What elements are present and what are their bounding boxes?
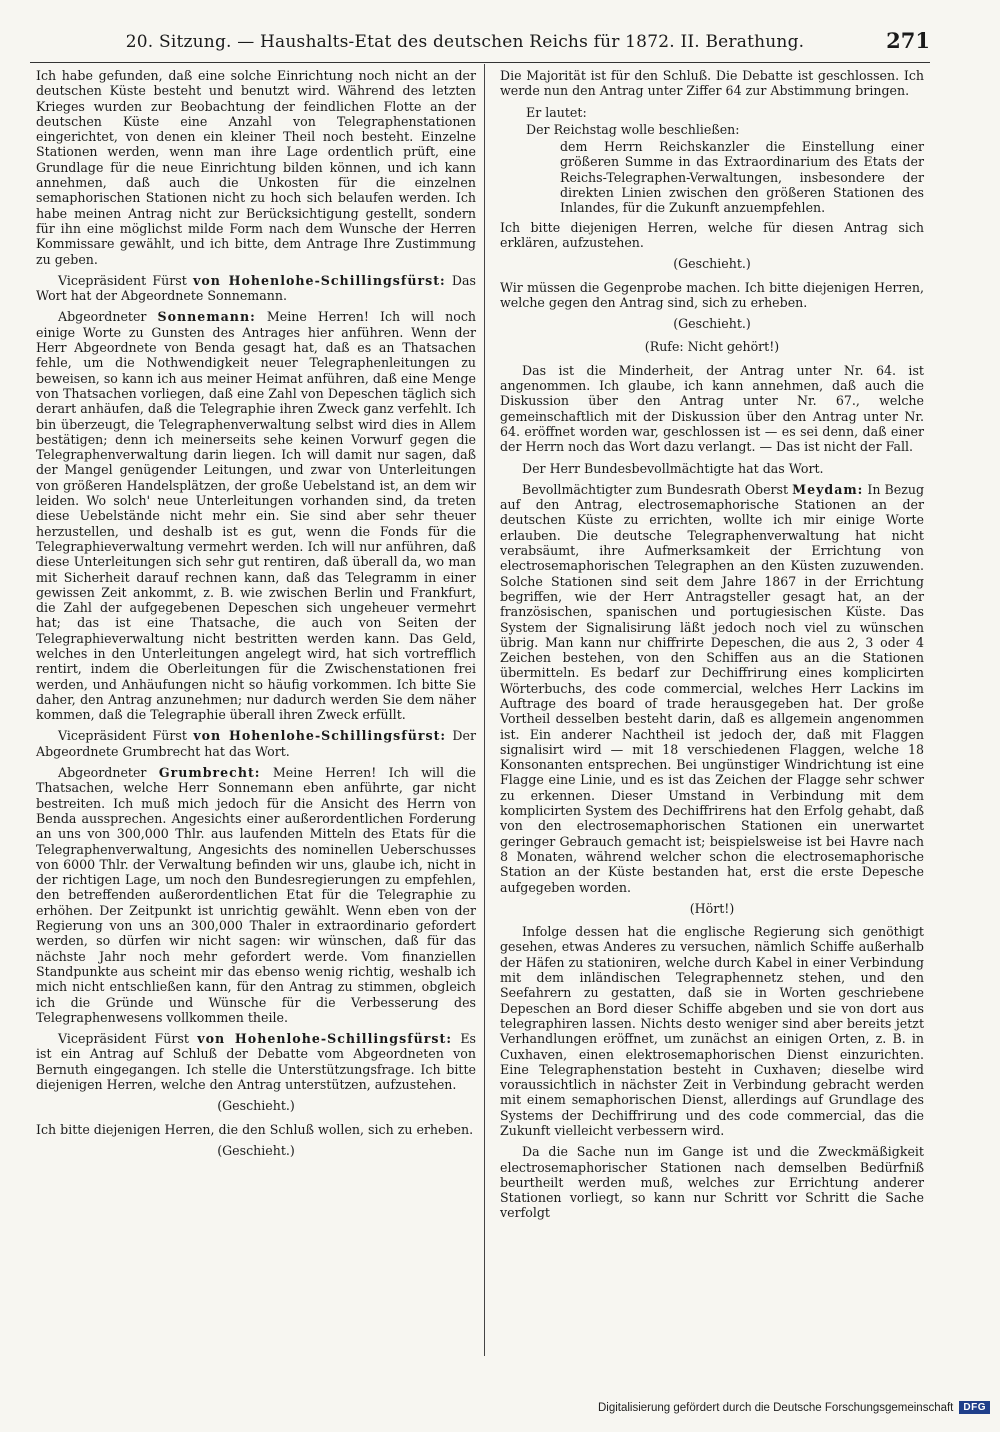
header-rule (30, 62, 930, 63)
speaker-name: von Hohenlohe-Schillingsfürst: (197, 1031, 452, 1047)
speech-paragraph (36, 765, 476, 1025)
column-divider (484, 64, 485, 1356)
speech-text: Der Abgeordnete Grumbrecht hat das Wort. (36, 728, 476, 759)
paragraph: Da die Sache nun im Gange ist und die Zweckmäßigkeit electrosemaphorischer Stationen nach demselben Bedürfniß beurtheilt werden muß, welches zur Errichtung anderer Stationen vorliegt, so kann nur Schritt vor Schritt die Sache verfolgt (500, 1144, 924, 1221)
left-column (36, 68, 476, 1166)
page-header (60, 28, 930, 58)
speaker-role: Vicepräsident Fürst (58, 728, 194, 744)
speech-paragraph (36, 273, 476, 304)
running-title: 20. Sitzung. — Haushalts-Etat des deutschen Reichs für 1872. II. Berathung. (125, 32, 805, 52)
credit-text: Digitalisierung gefördert durch die Deutsche Forschungsgemeinschaft (597, 1401, 954, 1414)
stage-direction: (Geschieht.) (673, 256, 751, 272)
speech-paragraph (36, 728, 476, 759)
speech-paragraph (36, 309, 476, 722)
speaker-name: von Hohenlohe-Schillingsfürst: (193, 728, 447, 744)
speech-paragraph (36, 1031, 476, 1092)
right-column (500, 68, 924, 1227)
speaker-name: Sonnemann: (157, 309, 256, 325)
digitization-credit (598, 1401, 990, 1414)
page-number: 271 (886, 28, 930, 53)
speech-text: In Bezug auf den Antrag, electrosemaphorische Stationen an der deutschen Küste zu errichten, wollte ich mir einige Worte erlauben. Die deutsche Telegraphenverwaltung hat nicht verabsäumt, ihre Aufmerksamkeit der Errichtung von electrosemaphorischen Telegraphen an den Küsten zuzuwenden. Solche Stationen sind seit dem Jahre 1867 in der Errichtung begriffen, wie der Herr Antragsteller gesagt hat, an der französischen, spanischen und portugiesischen Küste. Das System der Signalisirung läßt jedoch noch viel zu wünschen übrig. Man kann nur chiffrirte Depeschen, die aus 2, 3 oder 4 Zeichen bestehen, von den Schiffen aus an die Stationen übermitteln. Es bedarf zur Dechiffrirung eines komplicirten Wörterbuchs, des code commercial, welches Herr Lackins im Auftrage des board of trade herausgegeben hat. Der große Vortheil desselben besteht darin, daß es allgemein angenommen ist. Ein anderer Nachtheil ist jedoch der, daß mit Flaggen signalisirt wird — mit 18 verschiedenen Flaggen, welche 18 Konsonanten entsprechen. Bei ungünstiger Windrichtung ist eine Flagge eine Linie, und es ist das Zeichen der Flagge sehr schwer zu erkennen. Dieser Umstand in Verbindung mit dem komplicirten System des Dechiffrirens hat den Erfolg gehabt, daß von den electrosemaphorischen Stationen ein unerwartet geringer Gebrauch gemacht ist; beispielsweise ist bei Havre nach 8 Monaten, während welcher schon die electrosemaphorische Station an der Küste bestanden hat, erst die erste Depesche aufgegeben worden. (500, 481, 925, 895)
paragraph: Der Reichstag wolle beschließen: (526, 121, 740, 137)
stage-direction: (Hört!) (689, 900, 735, 916)
stage-direction: (Geschieht.) (217, 1142, 295, 1158)
paragraph: Ich habe gefunden, daß eine solche Einrichtung noch nicht an der deutschen Küste besteht und benutzt wird. Während des letzten Krieges wurden zur Beobachtung der feindlichen Flotte an der deutschen Küste eine Anzahl von Telegraphenstationen eingerichtet, von denen ein kleiner Theil noch besteht. Einzelne Stationen werden, wenn man ihre Lage ordentlich prüft, eine Grundlage für die neue Einrichtung bilden können, und ich kann annehmen, daß auch die Unkosten für die einzelnen semaphorischen Stationen nicht zu hoch sich belaufen werden. Ich habe meinen Antrag nicht zur Berücksichtigung gestellt, sondern für ihn eine möglichst milde Form nach dem Wunsche der Herren Kommissare gewählt, und ich bitte, dem Antrage Ihre Zustimmung zu geben. (36, 68, 476, 267)
paragraph: Das ist die Minderheit, der Antrag unter Nr. 64. ist angenommen. Ich glaube, ich kann annehmen, daß auch die Diskussion über den Antrag unter Nr. 67., welche gemeinschaftlich mit der Diskussion über den Antrag unter Nr. 64. eröffnet worden war, geschlossen ist — es sei denn, daß einer der Herrn noch das Wort dazu verlangt. — Das ist nicht der Fall. (500, 362, 924, 455)
paragraph: Der Herr Bundesbevollmächtigte hat das Wort. (522, 460, 824, 476)
speech-text: Meine Herren! Ich will noch einige Worte zu Gunsten des Antrages hier anführen. Wenn der Herr Abgeordnete von Benda gesagt hat, daß es an Thatsachen fehle, um die Nothwendigkeit neuer Telegraphenleitungen zu beweisen, so kann ich aus meiner Heimat anführen, daß eine Menge von Thatsachen vorliegen, daß eine Zahl von Depeschen täglich sich derart anhäufen, daß die Telegraphie ihren Zweck ganz verfehlt. Ich bin überzeugt, die Telegraphenverwaltung selbst wird dies in Allem bestätigen; denn ich meinerseits sehe keinen Vorwurf gegen die Telegraphenverwaltung darin liegen. Ich will damit nur sagen, daß der Mangel genügender Leitungen, und zwar von Unterleitungen von größeren Handelsplätzen, der große Uebelstand ist, an dem wir leiden. Wo solch' neue Unterleitungen vorhanden sind, da treten diese Uebelstände nicht mehr ein. Sie sind aber sehr theuer herzustellen, und deshalb ist es gut, wenn die Fonds für die Telegraphieverwaltung vermehrt werden. Ich will nur anführen, daß diese Unterleitungen sich sehr gut rentiren, daß überall da, wo man mit Sicherheit darauf rechnen kann, daß das Telegramm in einer gewissen Zeit ankommt, z. B. wie zwischen Berlin und Frankfurt, die Zahl der aufgegebenen Depeschen sich ungeheuer vermehrt hat; das ist eine Thatsache, die auch von Seiten der Telegraphieverwaltung nicht bestritten werden kann. Das Geld, welches in den Unterleitungen angelegt wird, hat sich vortrefflich rentirt, indem die Oberleitungen für die Zwischenstationen frei werden, und Anhäufungen nicht so häufig vorkommen. Ich bitte Sie daher, den Antrag anzunehmen; nur dadurch werden Sie dem näher kommen, daß die Telegraphie überall ihren Zweck erfüllt. (36, 309, 476, 723)
paragraph: Er lautet: (526, 104, 587, 120)
speech-text: Es ist ein Antrag auf Schluß der Debatte vom Abgeordneten von Bernuth eingegangen. Ich stelle die Unterstützungsfrage. Ich bitte diejenigen Herren, welche den Antrag unterstützen, aufzustehen. (36, 1031, 476, 1092)
speaker-name: Meydam: (792, 481, 864, 497)
speaker-role: Vicepräsident Fürst (58, 1031, 198, 1047)
dfg-logo: DFG (959, 1401, 990, 1414)
paragraph: Infolge dessen hat die englische Regierung sich genöthigt gesehen, etwas Anderes zu versuchen, nämlich Schiffe außerhalb der Häfen zu stationiren, welche durch Kabel in einer Verbindung mit dem inländischen Telegraphennetz stehen, und den Seefahrern zu gestatten, daß sie in Worten geschriebene Depeschen an Bord dieser Schiffe abgeben und sie von dort aus telegraphiren lassen. Nichts desto weniger sind aber bereits jetzt Verhandlungen eröffnet, um zunächst an einigen Orten, z. B. in Cuxhaven, einen elektrosemaphorischen Dienst einzurichten. Eine Telegraphenstation besteht in Cuxhaven; dieselbe wird voraussichtlich in nächster Zeit in Verbindung gebracht werden mit einem semaphorischen Dienst, allerdings auf Grundlage des Systems der Dechiffrirung und des code commercial, das die Zukunft vielleicht verbessern wird. (500, 924, 924, 1138)
speaker-role: Abgeordneter (58, 765, 159, 781)
speech-text: Das Wort hat der Abgeordnete Sonnemann. (36, 272, 476, 304)
speaker-role: Bevollmächtigter zum Bundesrath Oberst (522, 481, 793, 497)
speech-text: Meine Herren! Ich will die Thatsachen, welche Herr Sonnemann eben anführte, gar nicht bestreiten. Ich muß mich jedoch für die Ansicht des Herrn von Benda aussprechen. Angesichts einer außerordentlichen Forderung an uns von 300,000 Thlr. aus laufenden Mitteln des Etats für die Telegraphenverwaltung, Angesichts des nominellen Ueberschusses von 6000 Thlr. der Verwaltung befinden wir uns, glaube ich, nicht in der richtigen Lage, um noch den Bundesregierungen zu empfehlen, den betreffenden außerordentlichen Etat für die Telegraphie zu erhöhen. Der Zeitpunkt ist unrichtig gewählt. Wenn eben von der Regierung von uns an 300,000 Thaler in extraordinario gefordert werden, so dürfen wir nicht sagen: wir wünschen, daß für das nächste Jahr noch mehr gefordert werde. Vom finanziellen Standpunkte aus scheint mir das ebenso wenig richtig, weshalb ich mich nicht entschließen kann, für den Antrag zu stimmen, obgleich ich die Gründe und Wünsche für die Verbesserung des Telegraphenwesens vollkommen theile. (36, 765, 476, 1025)
speech-paragraph (500, 482, 924, 895)
paragraph: Die Majorität ist für den Schluß. Die Debatte ist geschlossen. Ich werde nun den Antrag unter Ziffer 64 zur Abstimmung bringen. (500, 68, 924, 99)
paragraph: Ich bitte diejenigen Herren, welche für diesen Antrag sich erklären, aufzustehen. (500, 219, 924, 250)
paragraph: Wir müssen die Gegenprobe machen. Ich bitte diejenigen Herren, welche gegen den Antrag sind, sich zu erheben. (500, 279, 924, 310)
speaker-name: von Hohenlohe-Schillingsfürst: (193, 272, 446, 288)
motion-text: dem Herrn Reichskanzler die Einstellung einer größeren Summe in das Extraordinarium des Etats der Reichs-Telegraphen-Verwaltungen, insbesondere der direkten Linien zwischen den größeren Stationen des Inlandes, für die Zukunft anzuempfehlen. (560, 139, 924, 216)
paragraph: Ich bitte diejenigen Herren, die den Schluß wollen, sich zu erheben. (36, 1121, 474, 1137)
stage-direction: (Geschieht.) (673, 316, 751, 332)
stage-direction: (Geschieht.) (217, 1098, 295, 1114)
stage-direction: (Rufe: Nicht gehört!) (644, 339, 780, 355)
speaker-name: Grumbrecht: (158, 765, 261, 781)
speaker-role: Abgeordneter (58, 309, 158, 325)
speaker-role: Vicepräsident Fürst (58, 272, 194, 288)
